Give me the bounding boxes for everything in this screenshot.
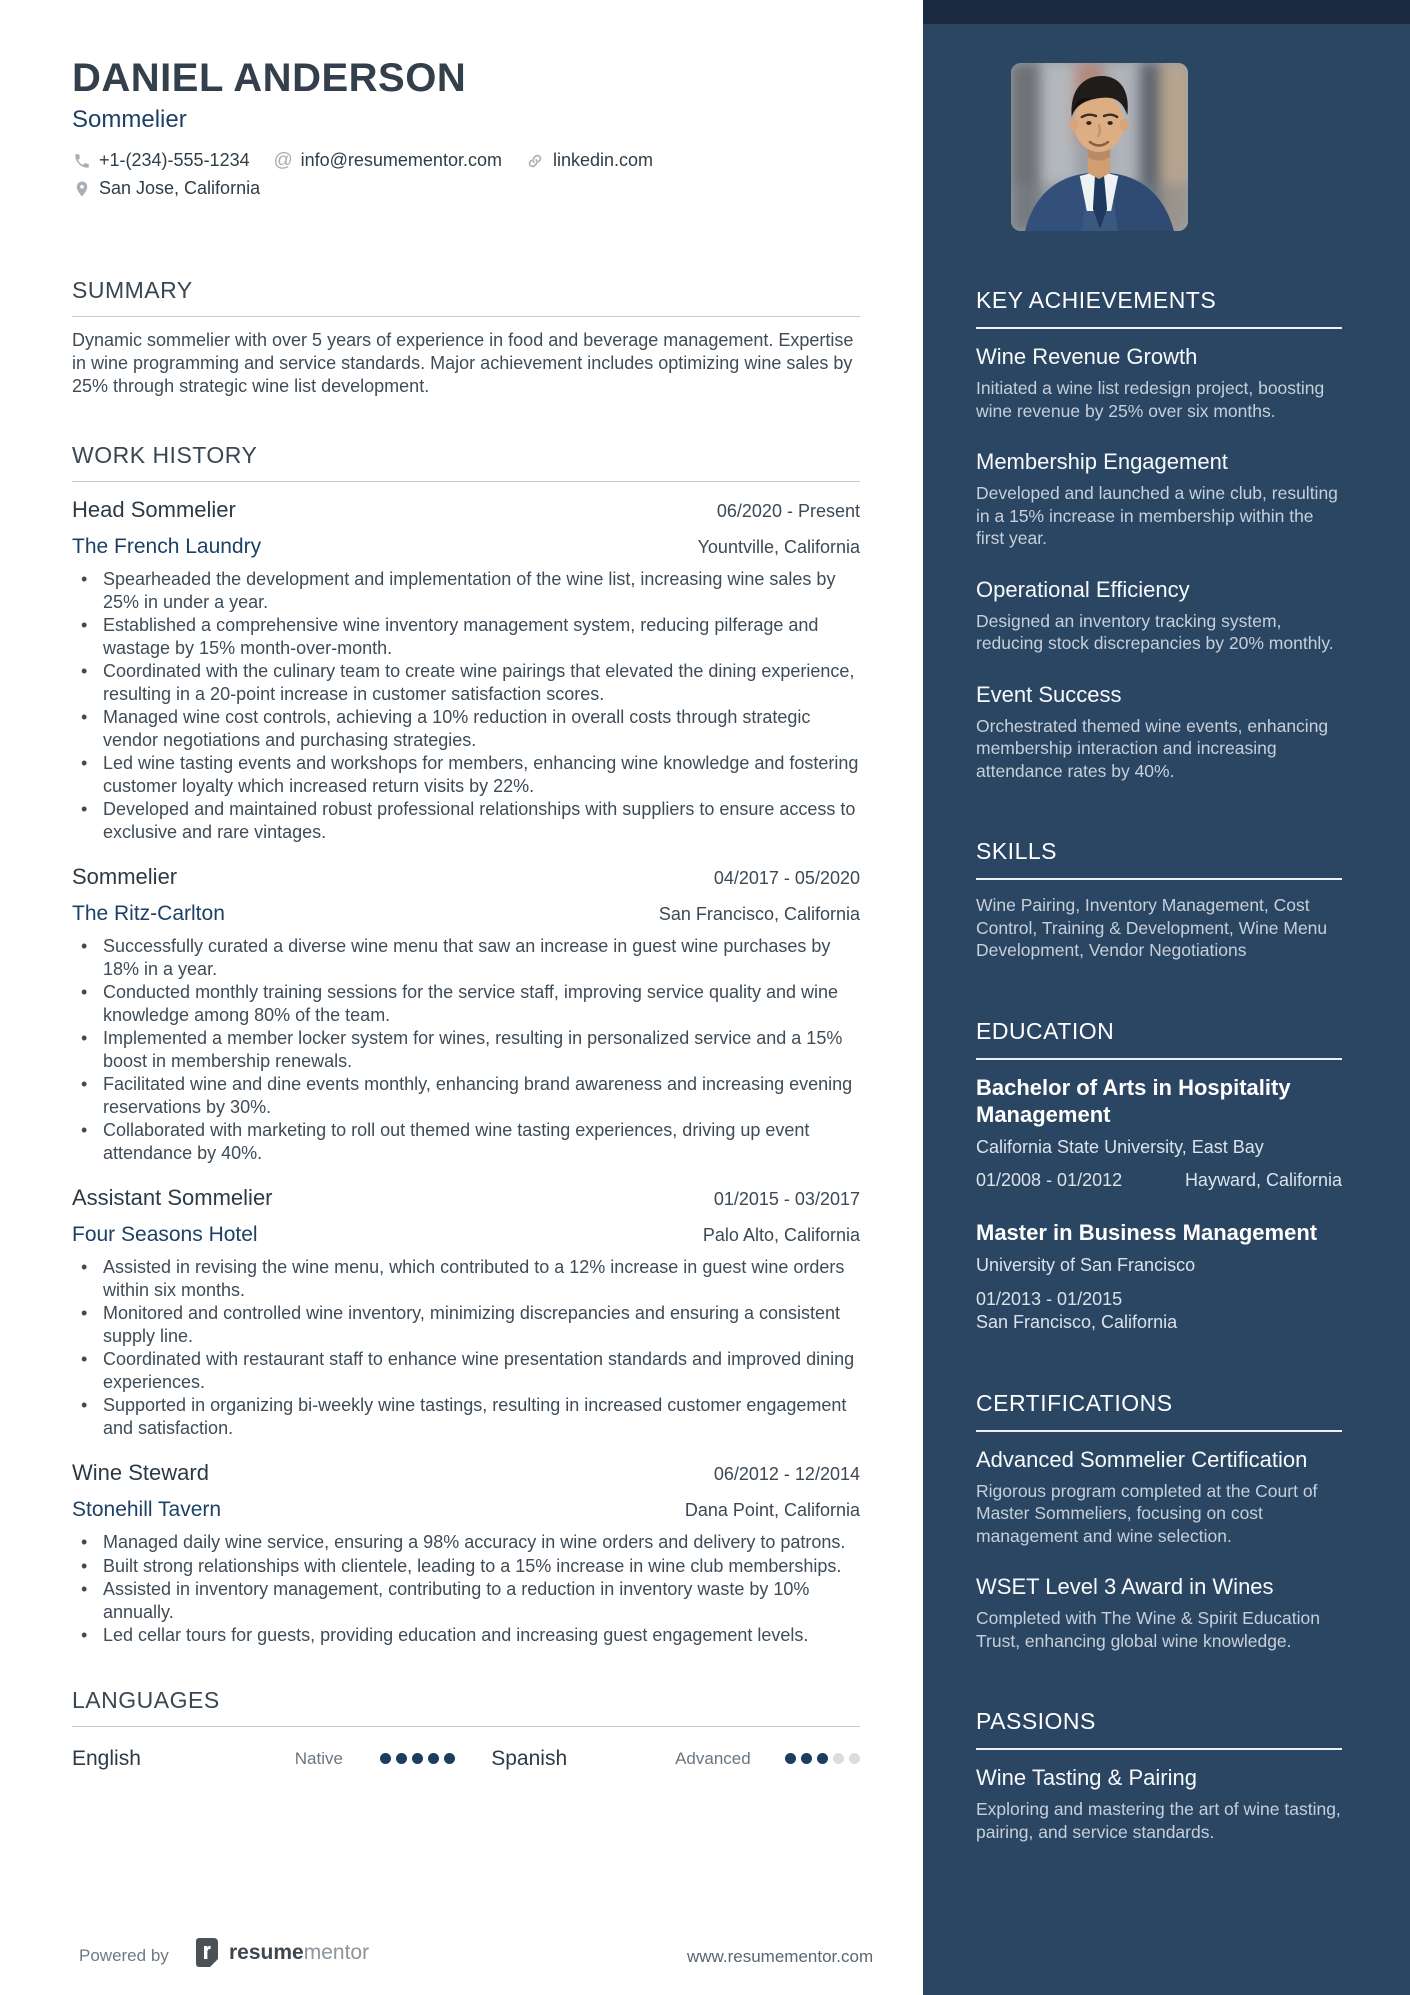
skills-heading: SKILLS [976, 838, 1057, 864]
job-title-row [72, 1185, 860, 1211]
brand-text-bold: resume [229, 1940, 304, 1964]
dot-filled [428, 1753, 439, 1764]
bullet-item: • Developed and maintained robust professional relationships with suppliers to ensure access to exclusive and rare vintages. [72, 798, 860, 843]
sidebar [923, 0, 1410, 1995]
bullet-item: • Managed wine cost controls, achieving a 10% reduction in overall costs through strategic vendor negotiations and purchasing strategies. [72, 706, 860, 751]
linkedin-link[interactable] [526, 150, 653, 171]
skills-section [976, 838, 1357, 962]
work-history-heading: WORK HISTORY [72, 442, 258, 468]
job-location: Dana Point, California [684, 1500, 860, 1520]
contact-row-2 [72, 178, 860, 199]
job-company: The Ritz-Carlton [72, 902, 225, 925]
education-degree: Bachelor of Arts in Hospitality Management [976, 1074, 1291, 1127]
education-school: University of San Francisco [976, 1254, 1196, 1275]
job-location: Yountville, California [697, 537, 860, 557]
bullet-item: • Monitored and controlled wine inventory, minimizing discrepancies and ensuring a consistent supply line. [72, 1302, 860, 1347]
dot-filled [785, 1753, 796, 1764]
bullet-item: • Facilitated wine and dine events monthly, enhancing brand awareness and increasing evening reservations by 30%. [72, 1073, 860, 1118]
resumementor-logo-icon [196, 1938, 221, 1967]
email-link[interactable] [274, 150, 502, 171]
job-bullet-list [72, 568, 860, 843]
achievement-title: Operational Efficiency [976, 576, 1190, 602]
bullet-item: • Managed daily wine service, ensuring a 98% accuracy in wine orders and delivery to patrons. [72, 1531, 860, 1554]
email-at-icon: @ [273, 149, 293, 171]
certification-title: WSET Level 3 Award in Wines [976, 1574, 1274, 1599]
languages-row [72, 1747, 860, 1771]
profile-photo-illustration [1011, 63, 1188, 231]
education-dates: 01/2008 - 01/2012 [976, 1169, 1123, 1190]
job-company-row [72, 1498, 860, 1522]
job-company: The French Laundry [72, 535, 262, 558]
job-bullet-list [72, 1531, 860, 1647]
education-heading: EDUCATION [976, 1017, 1115, 1044]
language-dots [380, 1753, 491, 1764]
job-entry [72, 1460, 860, 1647]
passions-divider [976, 1748, 1342, 1750]
job-location: Palo Alto, California [702, 1225, 860, 1245]
dot-filled [412, 1753, 423, 1764]
phone-link[interactable] [72, 150, 250, 171]
job-company-row [72, 902, 860, 926]
brand-logo[interactable] [196, 1938, 369, 1967]
certifications-divider [976, 1430, 1342, 1432]
brand-text [229, 1941, 369, 1965]
summary-text: Dynamic sommelier with over 5 years of experience in food and beverage management. Expertise in wine programming and service standards. Major achievement includes optimizing wine sales by 25% through strategic wine list development. [72, 330, 854, 396]
job-title-row [72, 497, 860, 523]
contact-block [72, 150, 860, 199]
bullet-item: • Coordinated with restaurant staff to enhance wine presentation standards and improved dining experiences. [72, 1348, 860, 1393]
job-title-row [72, 864, 860, 890]
achievements-divider [976, 327, 1342, 329]
language-level: Native [294, 1748, 343, 1768]
dot-empty [849, 1753, 860, 1764]
education-section [976, 1018, 1357, 1334]
candidate-name: DANIEL ANDERSON [72, 56, 467, 100]
certifications-heading: CERTIFICATIONS [976, 1389, 1173, 1416]
job-title: Wine Steward [72, 1460, 209, 1485]
achievements-heading: KEY ACHIEVEMENTS [976, 287, 1217, 313]
footer-website-link[interactable]: www.resumementor.com [687, 1947, 874, 1966]
dot-filled [380, 1753, 391, 1764]
bullet-item: • Spearheaded the development and implementation of the wine list, increasing wine sales by 25% in under a year. [72, 568, 860, 613]
passion-title: Wine Tasting & Pairing [976, 1765, 1197, 1790]
certifications-section [976, 1390, 1357, 1653]
summary-heading: SUMMARY [72, 277, 193, 303]
brand-text-light: mentor [303, 1940, 370, 1964]
bullet-item: • Supported in organizing bi-weekly wine tastings, resulting in increased customer engagement and satisfaction. [72, 1394, 860, 1439]
job-company: Four Seasons Hotel [72, 1223, 258, 1246]
summary-section [72, 277, 860, 398]
dot-filled [396, 1753, 407, 1764]
education-location: Hayward, California [1184, 1169, 1342, 1190]
bullet-item: • Assisted in inventory management, contributing to a reduction in inventory waste by 10% annually. [72, 1578, 860, 1623]
certification-title: Advanced Sommelier Certification [976, 1446, 1308, 1472]
job-dates: 06/2020 - Present [716, 501, 860, 521]
dot-empty [833, 1753, 844, 1764]
bullet-item: • Conducted monthly training sessions for the service staff, improving service quality and wine knowledge among 80% of the team. [72, 981, 860, 1026]
achievement-text: Orchestrated themed wine events, enhancing membership interaction and increasing attendance rates by 40%. [976, 715, 1329, 781]
job-bullet-list [72, 1256, 860, 1439]
dot-filled [444, 1753, 455, 1764]
bullet-item: • Collaborated with marketing to roll out themed wine tasting experiences, driving up event attendance by 40%. [72, 1119, 860, 1164]
job-title: Head Sommelier [72, 497, 236, 522]
passions-heading: PASSIONS [976, 1708, 1096, 1734]
bullet-item: • Coordinated with the culinary team to create wine pairings that elevated the dining experience, resulting in a 20-point increase in customer satisfaction scores. [72, 660, 860, 705]
language-dots [785, 1753, 860, 1764]
passion-text: Exploring and mastering the art of wine tasting, pairing, and service standards. [976, 1799, 1341, 1842]
work-history-section [72, 442, 860, 1647]
job-company: Stonehill Tavern [72, 1498, 222, 1521]
job-dates: 04/2017 - 05/2020 [713, 868, 860, 888]
languages-divider [72, 1726, 860, 1727]
education-location: San Francisco, California [976, 1311, 1178, 1332]
summary-divider [72, 316, 860, 317]
phone-icon [72, 151, 91, 170]
education-divider [976, 1058, 1342, 1060]
language-level: Advanced [675, 1748, 751, 1768]
job-title-row [72, 1460, 860, 1486]
education-dates: 01/2013 - 01/2015 [976, 1288, 1123, 1309]
powered-by-label: Powered by [79, 1946, 169, 1965]
achievement-title: Membership Engagement [976, 449, 1228, 474]
passions-section [976, 1708, 1357, 1843]
job-dates: 06/2012 - 12/2014 [713, 1464, 860, 1484]
education-meta-row [976, 1170, 1342, 1191]
job-entry [72, 1185, 860, 1439]
job-company-row [72, 535, 860, 559]
linkedin-text: linkedin.com [552, 150, 654, 170]
location-pin-icon [72, 179, 91, 198]
sidebar-top-strip [923, 0, 1410, 24]
location-item [72, 178, 260, 199]
education-school: California State University, East Bay [976, 1136, 1264, 1157]
achievement-text: Designed an inventory tracking system, reducing stock discrepancies by 20% monthly. [976, 610, 1334, 653]
job-entry [72, 497, 860, 843]
dot-filled [801, 1753, 812, 1764]
bullet-item: • Led wine tasting events and workshops for members, enhancing wine knowledge and fostering customer loyalty which increased return visits by 22%. [72, 752, 860, 797]
job-company-row [72, 1223, 860, 1247]
contact-row-1 [72, 150, 860, 171]
languages-heading: LANGUAGES [72, 1686, 220, 1713]
language-name: English [72, 1746, 141, 1770]
education-meta-stack [976, 1288, 1357, 1334]
bullet-item: • Led cellar tours for guests, providing education and increasing guest engagement levels. [72, 1624, 860, 1647]
achievement-title: Wine Revenue Growth [976, 344, 1198, 369]
skills-text: Wine Pairing, Inventory Management, Cost Control, Training & Development, Wine Menu Development, Vendor Negotiations [976, 895, 1328, 960]
sidebar-content [923, 287, 1410, 1843]
bullet-item: • Assisted in revising the wine menu, which contributed to a 12% increase in guest wine orders within six months. [72, 1256, 860, 1301]
certification-text: Completed with The Wine & Spirit Education Trust, enhancing global wine knowledge. [976, 1608, 1321, 1651]
achievement-text: Initiated a wine list redesign project, boosting wine revenue by 25% over six months. [976, 378, 1325, 421]
job-location: San Francisco, California [658, 904, 860, 924]
email-text: info@resumementor.com [300, 150, 502, 170]
candidate-title: Sommelier [72, 106, 187, 133]
bullet-item: • Established a comprehensive wine inventory management system, reducing pilferage and wastage by 15% month-over-month. [72, 614, 860, 659]
dot-filled [817, 1753, 828, 1764]
skills-divider [976, 878, 1342, 880]
bullet-item: • Built strong relationships with clientele, leading to a 15% increase in wine club memberships. [72, 1555, 860, 1578]
work-history-divider [72, 481, 860, 482]
phone-text: +1-(234)-555-1234 [99, 150, 250, 170]
location-text: San Jose, California [99, 178, 261, 198]
bullet-item: • Successfully curated a diverse wine menu that saw an increase in guest wine purchases by 18% in a year. [72, 935, 860, 980]
job-entry [72, 864, 860, 1164]
job-title: Assistant Sommelier [72, 1185, 273, 1210]
job-bullet-list [72, 935, 860, 1164]
footer [0, 1938, 923, 1978]
languages-section [72, 1687, 860, 1771]
education-degree: Master in Business Management [976, 1219, 1318, 1245]
profile-photo [1011, 63, 1188, 231]
achievement-text: Developed and launched a wine club, resulting in a 15% increase in membership within the first year. [976, 483, 1338, 548]
link-chain-icon [526, 151, 545, 170]
bullet-item: • Implemented a member locker system for wines, resulting in personalized service and a 15% boost in membership renewals. [72, 1027, 860, 1072]
achievement-title: Event Success [976, 681, 1122, 707]
job-title: Sommelier [72, 864, 178, 889]
certification-text: Rigorous program completed at the Court of Master Sommeliers, focusing on cost management and wine selection. [976, 1480, 1318, 1546]
job-dates: 01/2015 - 03/2017 [713, 1189, 860, 1209]
achievements-section [976, 287, 1357, 782]
language-name: Spanish [491, 1746, 568, 1770]
